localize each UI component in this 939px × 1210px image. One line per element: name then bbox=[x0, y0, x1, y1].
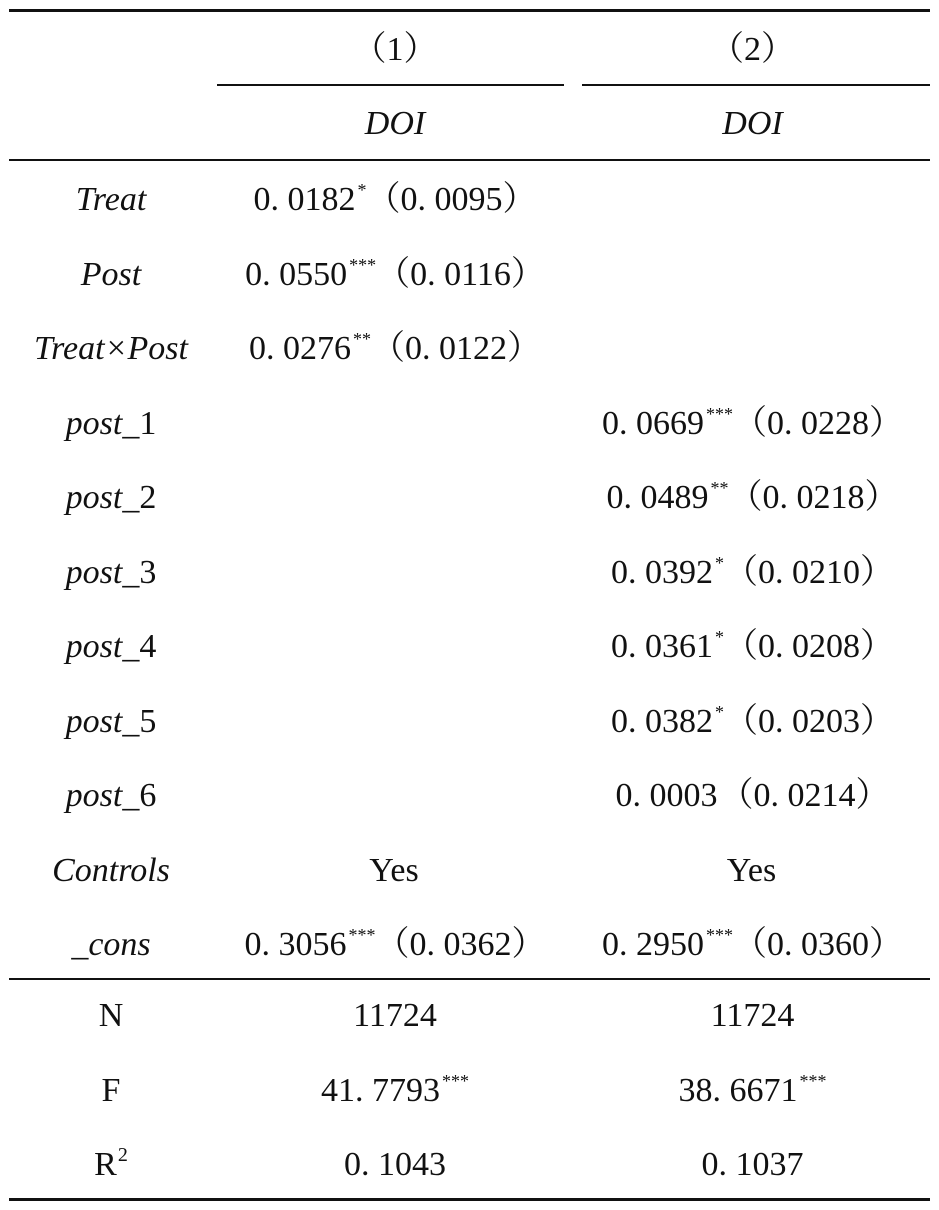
row-label bbox=[0, 841, 222, 901]
row-col2-cell bbox=[575, 841, 930, 901]
row-label bbox=[0, 915, 222, 975]
row-label-suffix: _1 bbox=[122, 405, 157, 442]
coefficient-value: 0. 0669 bbox=[602, 405, 704, 442]
significance-stars: * bbox=[715, 627, 724, 647]
row-col2-cell bbox=[575, 915, 930, 975]
row-label-main: post bbox=[65, 479, 123, 516]
row-label bbox=[0, 468, 222, 528]
f-col1 bbox=[215, 1061, 575, 1121]
coefficient-value: 0. 0550 bbox=[245, 256, 348, 293]
standard-error: （0. 0203） bbox=[724, 703, 894, 740]
row-col2-cell bbox=[575, 468, 930, 528]
row-col1-cell bbox=[215, 617, 575, 677]
row-label-suffix: _2 bbox=[122, 479, 157, 516]
f-col1-stars: *** bbox=[442, 1071, 469, 1091]
row-label bbox=[0, 766, 222, 826]
row-label-main: Treat×Post bbox=[34, 330, 188, 367]
col1-dependent-variable: DOI bbox=[364, 105, 426, 142]
row-col2-cell bbox=[575, 319, 930, 379]
coefficient-value: 0. 0276 bbox=[249, 330, 351, 367]
standard-error: （0. 0218） bbox=[728, 479, 899, 516]
row-col1-cell bbox=[215, 543, 575, 603]
standard-error: （0. 0122） bbox=[371, 330, 541, 367]
coefficient-value: 0. 0003 bbox=[615, 777, 718, 814]
standard-error: （0. 0362） bbox=[375, 926, 546, 963]
coefficient-value: 0. 0182 bbox=[253, 181, 356, 218]
row-label bbox=[0, 319, 222, 379]
row-label-main: post bbox=[65, 554, 123, 591]
row-label-main: _cons bbox=[71, 926, 151, 963]
significance-stars: * bbox=[715, 553, 724, 573]
f-col1-value: 41. 7793 bbox=[321, 1072, 440, 1109]
row-label bbox=[0, 394, 222, 454]
col1-header-underline bbox=[217, 84, 564, 86]
row-col1-cell bbox=[215, 915, 575, 975]
f-col2 bbox=[575, 1061, 930, 1121]
standard-error: （0. 0116） bbox=[376, 256, 545, 293]
r2-col1: 0. 1043 bbox=[344, 1146, 446, 1183]
coefficients-bottom-rule bbox=[9, 978, 930, 980]
significance-stars: ** bbox=[353, 329, 371, 349]
row-label-main: Post bbox=[80, 256, 142, 293]
row-col1-cell bbox=[215, 170, 575, 230]
row-col1-cell bbox=[215, 319, 575, 379]
r2-label bbox=[0, 1135, 222, 1195]
coefficient-value: Yes bbox=[369, 852, 419, 889]
col1-number: （1） bbox=[352, 31, 438, 68]
significance-stars: *** bbox=[706, 925, 733, 945]
significance-stars: * bbox=[357, 180, 367, 200]
r2-col2: 0. 1037 bbox=[701, 1146, 804, 1183]
col2-header-underline bbox=[582, 84, 930, 86]
n-col1: 11724 bbox=[353, 997, 437, 1034]
row-label bbox=[0, 245, 222, 305]
coefficient-value: 0. 0489 bbox=[606, 479, 709, 516]
col2-dependent-variable: DOI bbox=[722, 105, 783, 142]
row-label-main: post bbox=[65, 405, 123, 442]
row-col1-cell bbox=[215, 841, 575, 901]
n-label: N bbox=[98, 997, 124, 1034]
row-label bbox=[0, 543, 222, 603]
f-col2-value: 38. 6671 bbox=[678, 1072, 798, 1109]
f-label: F bbox=[101, 1072, 121, 1109]
row-label-suffix: _3 bbox=[122, 554, 157, 591]
row-label bbox=[0, 617, 222, 677]
coefficient-value: Yes bbox=[726, 852, 777, 889]
coefficient-value: 0. 0392 bbox=[611, 554, 713, 591]
significance-stars: ** bbox=[710, 478, 729, 498]
row-label-main: post bbox=[65, 703, 123, 740]
significance-stars: *** bbox=[348, 925, 376, 945]
f-col2-stars: *** bbox=[799, 1071, 827, 1091]
row-col2-cell bbox=[575, 543, 930, 603]
bottom-rule bbox=[9, 1198, 930, 1201]
row-label-main: post bbox=[65, 777, 123, 814]
row-label bbox=[0, 692, 222, 752]
row-label-main: post bbox=[65, 628, 123, 665]
row-col2-cell bbox=[575, 692, 930, 752]
row-col2-cell bbox=[575, 394, 930, 454]
significance-stars: * bbox=[715, 702, 724, 722]
standard-error: （0. 0228） bbox=[733, 405, 903, 442]
row-label bbox=[0, 170, 222, 230]
row-label-suffix: _5 bbox=[122, 703, 157, 740]
significance-stars: *** bbox=[706, 404, 733, 424]
row-label-main: Treat bbox=[75, 181, 147, 218]
row-col1-cell bbox=[215, 692, 575, 752]
row-col1-cell bbox=[215, 468, 575, 528]
top-rule bbox=[9, 9, 930, 12]
coefficient-value: 0. 0382 bbox=[611, 703, 713, 740]
coefficient-value: 0. 2950 bbox=[602, 926, 704, 963]
standard-error: （0. 0095） bbox=[366, 181, 537, 218]
r2-label-superscript: 2 bbox=[117, 1144, 128, 1166]
row-col1-cell bbox=[215, 245, 575, 305]
row-col1-cell bbox=[215, 766, 575, 826]
row-col2-cell bbox=[575, 766, 930, 826]
header-bottom-rule bbox=[9, 159, 930, 161]
n-col2: 11724 bbox=[710, 997, 795, 1034]
row-col2-cell bbox=[575, 170, 930, 230]
row-label-suffix: _4 bbox=[122, 628, 157, 665]
significance-stars: *** bbox=[349, 255, 377, 275]
standard-error: （0. 0360） bbox=[733, 926, 903, 963]
row-col2-cell bbox=[575, 617, 930, 677]
row-label-main: Controls bbox=[52, 852, 170, 889]
row-col1-cell bbox=[215, 394, 575, 454]
row-col2-cell bbox=[575, 245, 930, 305]
row-label-suffix: _6 bbox=[122, 777, 157, 814]
standard-error: （0. 0208） bbox=[724, 628, 894, 665]
standard-error: （0. 0214） bbox=[719, 777, 890, 814]
standard-error: （0. 0210） bbox=[724, 554, 894, 591]
coefficient-value: 0. 0361 bbox=[611, 628, 713, 665]
r2-label-text: R bbox=[94, 1146, 117, 1183]
col2-number: （2） bbox=[710, 31, 795, 68]
coefficient-value: 0. 3056 bbox=[244, 926, 347, 963]
